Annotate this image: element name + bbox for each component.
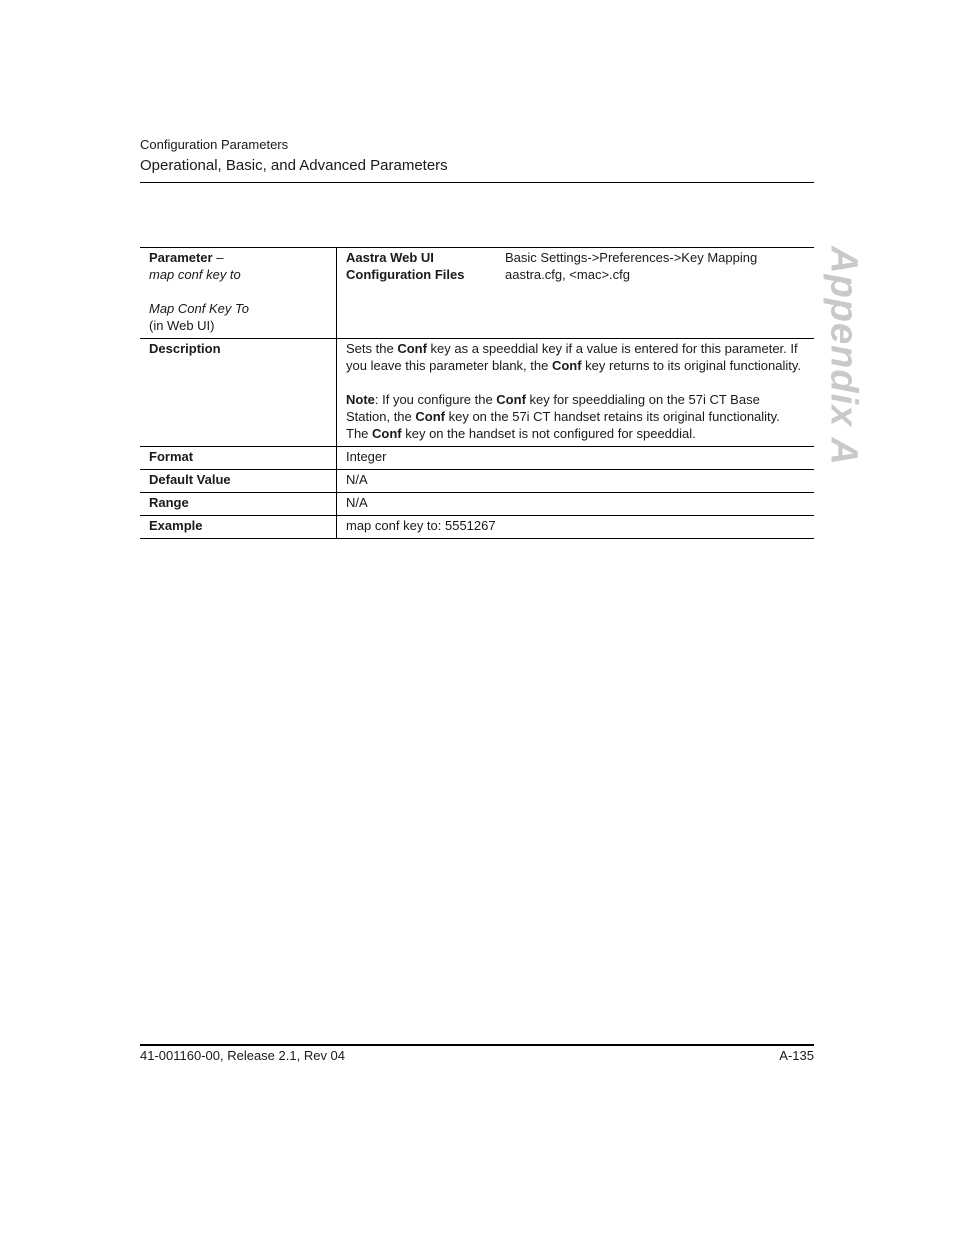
parameter-heading <box>149 249 327 266</box>
note-term: Note <box>346 392 375 407</box>
text-run: key returns to its original functionality. <box>581 358 801 373</box>
webui-path: Basic Settings->Preferences->Key Mapping <box>505 250 758 265</box>
text-run: key on the 57i CT handset retains its original functionality. The <box>346 409 780 441</box>
row-label: Default Value <box>140 470 337 493</box>
parameter-dash: – <box>212 250 224 265</box>
parameter-name: map conf key to <box>149 267 241 282</box>
parameter-label: Parameter <box>149 250 213 265</box>
description-cell <box>337 339 815 447</box>
webui-note: (in Web UI) <box>149 318 215 333</box>
description-paragraph-2 <box>346 391 805 442</box>
text-run: key for speeddialing on the 57i CT Base Station, the <box>346 392 760 424</box>
row-label: Example <box>140 516 337 539</box>
table-row-example <box>140 516 814 539</box>
parameter-table <box>140 247 814 539</box>
webui-name: Map Conf Key To <box>149 301 249 316</box>
description-label: Description <box>140 339 337 447</box>
appendix-side-tab-label: Appendix A <box>822 246 865 466</box>
spacer <box>149 283 327 300</box>
conf-term: Conf <box>397 341 427 356</box>
webui-location <box>346 249 805 266</box>
row-label: Format <box>140 447 337 470</box>
row-label: Range <box>140 493 337 516</box>
footer-rule <box>140 1044 814 1046</box>
text-run: key as a speeddial key if a value is entered for this parameter. If you leave this parameter blank, the <box>346 341 798 373</box>
header-rule <box>140 182 814 183</box>
location-cell <box>337 248 815 339</box>
text-run: key on the handset is not configured for speeddial. <box>401 426 696 441</box>
header-section: Configuration Parameters <box>140 137 289 152</box>
conf-term: Conf <box>415 409 445 424</box>
text-run: Sets the <box>346 341 398 356</box>
footer-doc-id: 41-001160-00, Release 2.1, Rev 04 <box>140 1048 346 1063</box>
conf-term: Conf <box>496 392 526 407</box>
spacer <box>346 374 805 391</box>
table-row-parameter <box>140 248 814 339</box>
text-run: : If you configure the <box>374 392 497 407</box>
row-value: Integer <box>337 447 815 470</box>
table-row-format <box>140 447 814 470</box>
files-value: aastra.cfg, <mac>.cfg <box>505 267 631 282</box>
files-label: Configuration Files <box>346 267 465 282</box>
row-value: N/A <box>337 493 815 516</box>
footer-page-number: A-135 <box>779 1048 814 1063</box>
webui-label: Aastra Web UI <box>346 250 434 265</box>
table-row-description <box>140 339 814 447</box>
table-row-range <box>140 493 814 516</box>
conf-term: Conf <box>551 358 582 373</box>
row-value: map conf key to: 5551267 <box>337 516 815 539</box>
conf-term: Conf <box>372 426 402 441</box>
description-paragraph-1 <box>346 340 805 374</box>
files-location <box>346 266 805 283</box>
table-row-default-value <box>140 470 814 493</box>
header-title: Operational, Basic, and Advanced Parameters <box>140 157 448 174</box>
parameter-cell <box>140 248 337 339</box>
row-value: N/A <box>337 470 815 493</box>
